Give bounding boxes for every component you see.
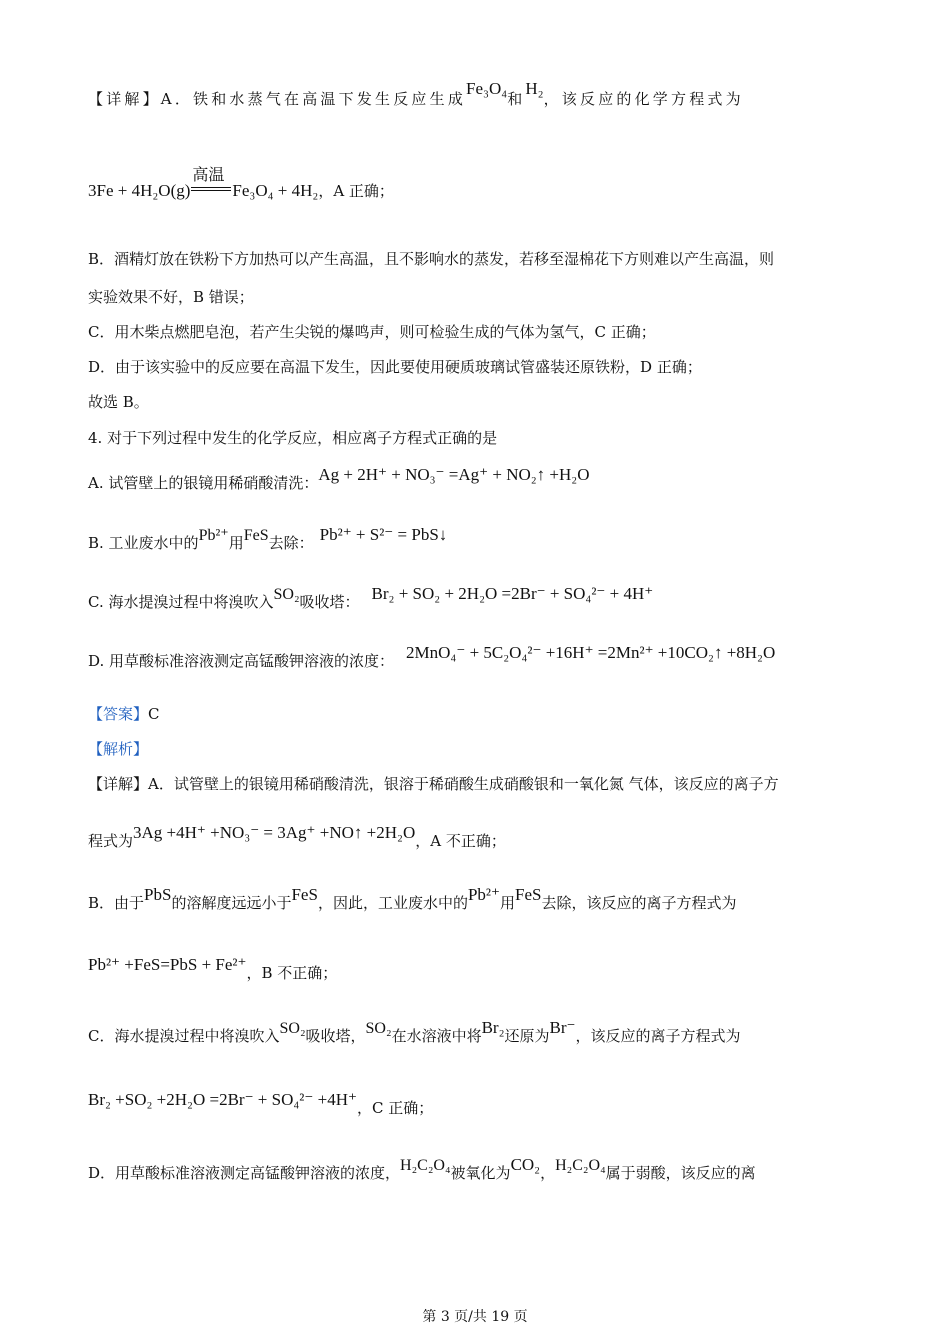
detail-c-t5: ，该反应的离子方程式为	[575, 1027, 741, 1045]
detail-b-t4: 用	[499, 894, 515, 912]
option-d-equation: 2MnO₄⁻ + 5C₂O₄²⁻ +16H⁺ =2Mn²⁺ +10CO₂↑ +8H₂O	[406, 643, 776, 662]
detail-b-t1: B．由于	[88, 894, 145, 912]
detail-b-equation: Pb²⁺ +FeS=PbS + Fe²⁺	[88, 955, 247, 974]
detail-intro-text: 【详解】A．铁和水蒸气在高温下发生反应生成	[88, 90, 467, 108]
option-b-text-2: 用	[228, 534, 244, 552]
detail-d-t4: 属于弱酸，该反应的离	[605, 1164, 756, 1182]
detail-b-t2: 的溶解度远远小于	[171, 894, 292, 912]
detail-c-t3: 在水溶液中将	[391, 1027, 482, 1045]
detail-a-verdict: ，A 不正确；	[415, 832, 506, 850]
question-4-option-b	[88, 525, 447, 553]
detail-b-fes: FeS	[291, 885, 318, 904]
reaction-condition	[190, 165, 232, 200]
option-b-line-1: B．酒精灯放在铁粉下方加热可以产生高温，且不影响水的蒸发，若移至湿棉花下方则难以产生高温，则	[88, 250, 775, 268]
formula-h2: H₂	[525, 79, 544, 98]
option-b-text-3: 去除：	[268, 534, 314, 552]
equation-fe-steam	[88, 165, 394, 201]
detail-c-so2: SO₂	[279, 1020, 306, 1037]
detail-a-prefix: 程式为	[88, 832, 134, 850]
detail-a-line-2	[88, 823, 506, 851]
condition-high-temp: 高温	[192, 165, 225, 184]
equation-lhs: 3Fe + 4H₂O(g)	[88, 181, 191, 200]
detail-intro-line	[88, 79, 744, 109]
question-4-option-a	[88, 465, 590, 493]
option-c-so2: SO₂	[273, 586, 300, 603]
option-b-fes: FeS	[243, 527, 269, 544]
answer-line	[88, 703, 160, 724]
and-text: 和	[507, 90, 526, 108]
double-equals-sign	[191, 187, 231, 191]
question-4-option-d	[88, 643, 775, 671]
option-d-line: D．由于该实验中的反应要在高温下发生，因此要使用硬质玻璃试管盛装还原铁粉，D 正确；	[88, 358, 702, 376]
detail-b-fes-2: FeS	[515, 885, 542, 904]
detail-c-t2: 吸收塔，	[305, 1027, 366, 1045]
detail-c-br-ion: Br⁻	[549, 1018, 576, 1037]
detail-c-t4: 还原为	[504, 1027, 550, 1045]
question-4-stem: 4. 对于下列过程中发生的化学反应，相应离子方程式正确的是	[88, 429, 498, 447]
detail-c-line-1	[88, 1018, 741, 1046]
option-b-line-2: 实验效果不好，B 错误；	[88, 288, 254, 306]
option-b-equation: Pb²⁺ + S²⁻ = PbS↓	[319, 525, 448, 544]
detail-b-pb-ion: Pb²⁺	[467, 885, 500, 904]
detail-d-line-1	[88, 1155, 756, 1183]
detail-d-h2c2o4: H₂C₂O₄	[400, 1157, 451, 1174]
option-c-equation: Br₂ + SO₂ + 2H₂O =2Br⁻ + SO₄²⁻ + 4H⁺	[371, 584, 654, 603]
detail-c-so2-2: SO₂	[365, 1020, 392, 1037]
option-b-pb-ion: Pb²⁺	[198, 527, 229, 544]
detail-d-t1: D．用草酸标准溶液测定高锰酸钾溶液的浓度，	[88, 1164, 401, 1182]
question-4-option-c	[88, 584, 653, 612]
analysis-label: 【解析】	[88, 740, 149, 758]
detail-c-line-2	[88, 1090, 433, 1118]
detail-c-equation: Br₂ +SO₂ +2H₂O =2Br⁻ + SO₄²⁻ +4H⁺	[88, 1090, 357, 1109]
answer-label: 【答案】	[88, 705, 149, 723]
detail-b-t3: ，因此，工业废水中的	[317, 894, 468, 912]
option-c-text-1: C. 海水提溴过程中将溴吹入	[88, 593, 274, 611]
detail-d-t2: 被氧化为	[450, 1164, 511, 1182]
detail-b-line-2	[88, 955, 337, 983]
formula-fe3o4: Fe₃O₄	[466, 79, 508, 98]
detail-d-co2: CO₂	[510, 1155, 541, 1174]
detail-d-t3: ，	[540, 1164, 556, 1182]
detail-c-t1: C．海水提溴过程中将溴吹入	[88, 1027, 280, 1045]
detail-b-verdict: ，B 不正确；	[246, 964, 338, 982]
answer-value: C	[148, 705, 160, 723]
equation-rhs: Fe₃O₄ + 4H₂	[232, 181, 319, 200]
detail-c-verdict: ，C 正确；	[356, 1099, 434, 1117]
detail-b-line-1	[88, 885, 736, 913]
detail-d-h2c2o4-2: H₂C₂O₄	[555, 1157, 606, 1174]
option-d-text: D. 用草酸标准溶液测定高锰酸钾溶液的浓度：	[88, 652, 395, 670]
option-c-text-2: 吸收塔：	[299, 593, 360, 611]
option-c-line: C．用木柴点燃肥皂泡，若产生尖锐的爆鸣声，则可检验生成的气体为氢气，C 正确；	[88, 323, 656, 341]
detail-c-br2: Br₂	[481, 1018, 505, 1037]
option-a-text: A. 试管壁上的银镜用稀硝酸清洗：	[88, 474, 319, 492]
option-a-equation: Ag + 2H⁺ + NO₃⁻ =Ag⁺ + NO₂↑ +H₂O	[318, 465, 590, 484]
equation-verdict: ，A 正确；	[318, 182, 394, 200]
detail-b-t5: 去除，该反应的离子方程式为	[541, 894, 737, 912]
choose-line: 故选 B。	[88, 393, 149, 411]
option-b-text-1: B. 工业废水中的	[88, 534, 199, 552]
detail-a-equation: 3Ag +4H⁺ +NO₃⁻ = 3Ag⁺ +NO↑ +2H₂O	[133, 823, 416, 842]
detail-b-pbs: PbS	[144, 885, 172, 904]
detail-intro-rest: ，该反应的化学方程式为	[543, 90, 744, 108]
detail-a-line-1: 【详解】A．试管壁上的银镜用稀硝酸清洗，银溶于稀硝酸生成硝酸银和一氧化氮 气体，该反应的离子方	[88, 775, 779, 793]
page-footer: 第 3 页/共 19 页	[422, 1309, 528, 1325]
